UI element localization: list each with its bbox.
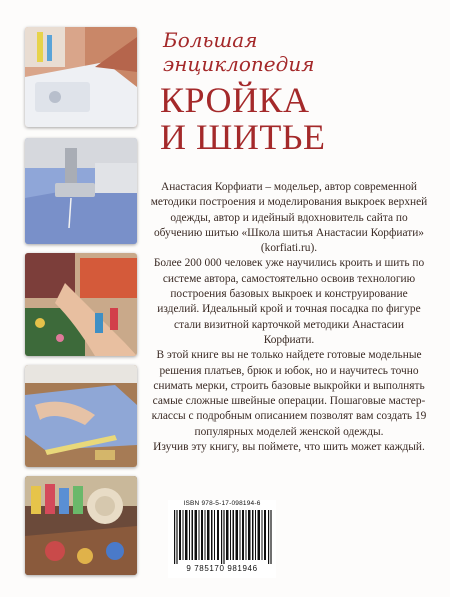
barcode-number: 9 785170 981946: [186, 564, 258, 573]
annotation-paragraph: Анастасия Корфиати – модельер, автор современной методики построения и моделирования выкроек верхней одежды, автор и идейный вдохновитель сайта по обучению шитью «Школа шитья Анастасии Корфиати» (korfiati.ru).: [150, 181, 428, 255]
annotation-paragraph: Изучив эту книгу, вы поймете, что шить может каждый.: [153, 441, 425, 454]
book-subtitle: Большая энциклопедия: [163, 28, 315, 76]
presser-foot-photo: [25, 138, 137, 244]
sewing-machine-photo: [25, 27, 137, 127]
annotation-paragraph: Более 200 000 человек уже научились кроить и шить по системе автора, самостоятельно освоив технологию построения базовых выкроек и конструирование изделий. Идеальный крой и точная посадка по фигуре стали визитной карточкой методики Анастасии Корфиати.: [153, 257, 425, 346]
sewing-supplies-photo: [25, 476, 137, 575]
barcode-icon: [174, 510, 272, 564]
barcode-block: [168, 500, 276, 578]
measuring-tape-photo: [25, 365, 137, 467]
book-title: КРОЙКА И ШИТЬЕ: [160, 80, 326, 157]
fabric-pins-photo: [25, 253, 137, 356]
book-annotation: [150, 180, 428, 455]
annotation-paragraph: В этой книге вы не только найдете готовые модельные решения платьев, брюк и юбок, но и научитесь точно снимать мерки, строить базовые выкройки и выполнять самые сложные швейные операции. Пошаговые мастер-классы с подробным описанием позволят вам создать 19 популярных моделей женской одежды.: [151, 349, 427, 438]
isbn-label: ISBN 978-5-17-098194-6: [183, 500, 261, 507]
